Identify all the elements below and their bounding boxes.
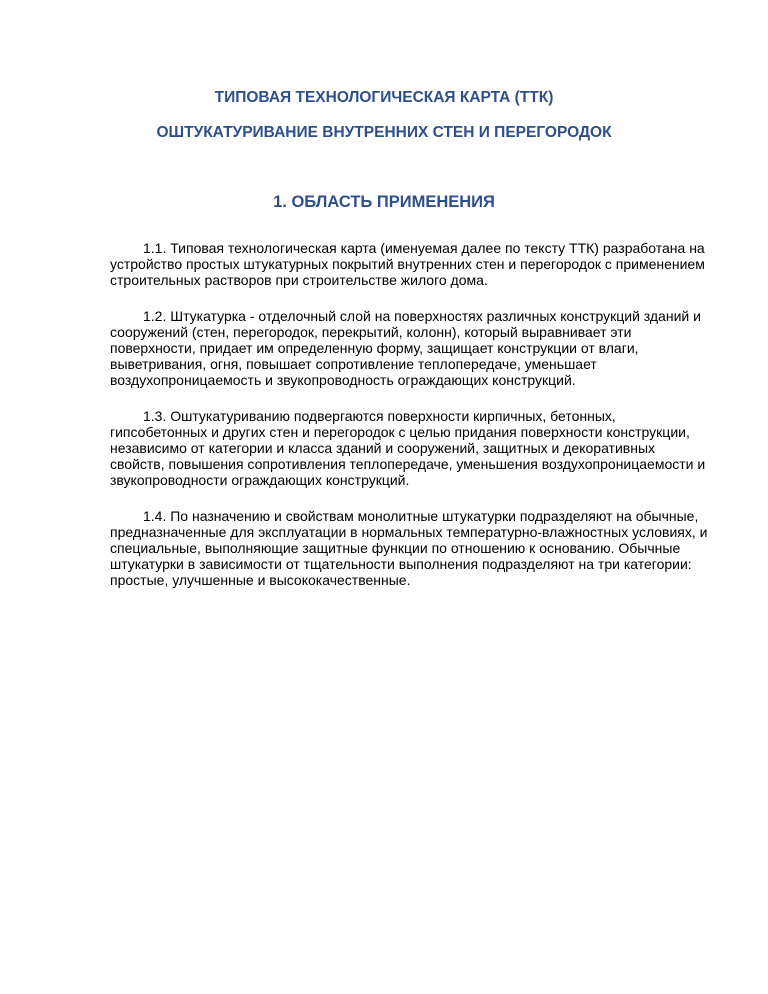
paragraph-1-4: 1.4. По назначению и свойствам монолитные штукатурки подразделяют на обычные, предназначенные для эксплуатации в нормальных температурно-влажностных условиях, и специальные, выполняющие защитные функции по отношению к основанию. Обычные штукатурки в зависимости от тщательности выполнения подразделяют на три категории: простые, улучшенные и высококачественные.: [110, 507, 708, 589]
document-subtitle: ОШТУКАТУРИВАНИЕ ВНУТРЕННИХ СТЕН И ПЕРЕГОРОДОК: [156, 124, 612, 141]
paragraph-1-1: 1.1. Типовая технологическая карта (именуемая далее по тексту ТТК) разработана на устройство простых штукатурных покрытий внутренних стен и перегородок с применением строительных растворов при строительстве жилого дома.: [110, 240, 705, 289]
section-body: [110, 240, 710, 608]
paragraph-1-3: 1.3. Оштукатуриванию подвергаются поверхности кирпичных, бетонных, гипсобетонных и других стен и перегородок с целью придания поверхности конструкции, независимо от категории и класса зданий и сооружений, защитных и декоративных свойств, повышения сопротивления теплопередаче, уменьшения воздухопроницаемости и звукопроводности ограждающих конструкций.: [110, 407, 706, 489]
paragraph-1-2: 1.2. Штукатурка - отделочный слой на поверхностях различных конструкций зданий и сооружений (стен, перегородок, перекрытий, колонн), который выравнивает эти поверхности, придает им определенную форму, защищает конструкции от влаги, выветривания, огня, повышает сопротивление теплопередаче, уменьшает воздухопроницаемость и звукопроводность ограждающих конструкций.: [110, 307, 701, 389]
document-title: ТИПОВАЯ ТЕХНОЛОГИЧЕСКАЯ КАРТА (ТТК): [214, 89, 554, 106]
section-heading: 1. ОБЛАСТЬ ПРИМЕНЕНИЯ: [273, 193, 495, 211]
